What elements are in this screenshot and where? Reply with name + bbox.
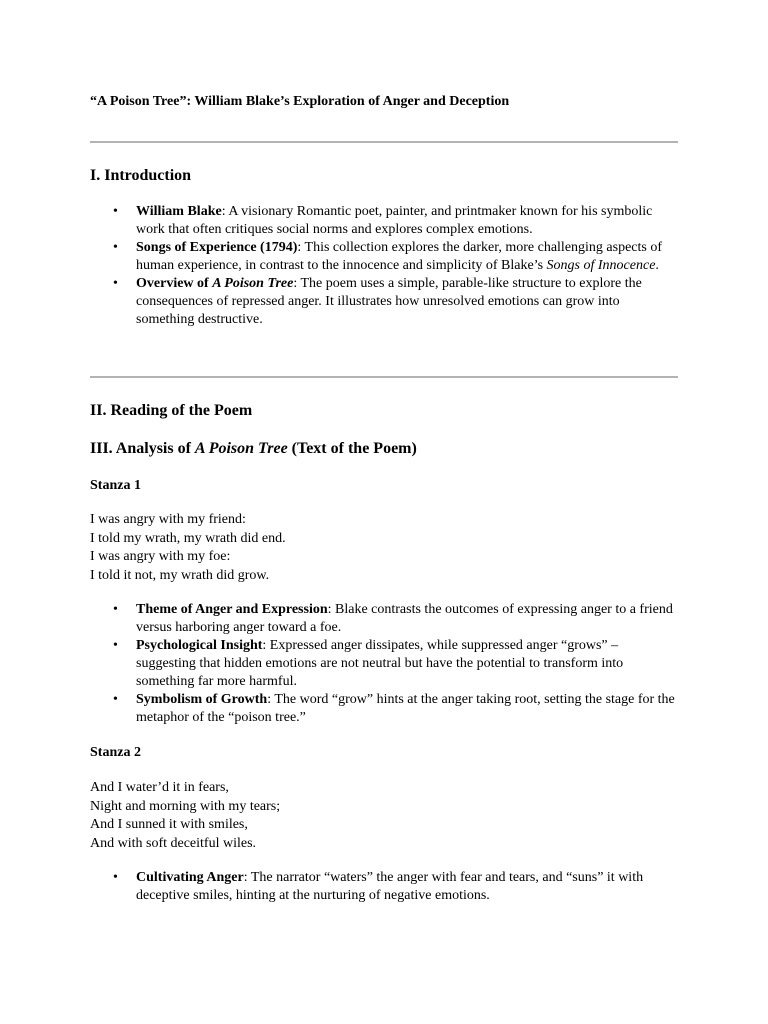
- poem-line: And with soft deceitful wiles.: [90, 835, 257, 851]
- section-heading-reading: II. Reading of the Poem: [90, 402, 253, 419]
- list-item-text: : This collection explores the darker, more challenging aspects of human experience, in contrast to the innocence and simplicity of Blake’s: [136, 240, 663, 273]
- list-item-term: Theme of Anger and Expression: [136, 602, 328, 617]
- introduction-list: [90, 203, 678, 329]
- poem-line: I was angry with my friend:: [90, 512, 246, 527]
- list-item-text: : A visionary Romantic poet, painter, and printmaker known for his symbolic work that often critiques social norms and explores complex emotions.: [136, 204, 653, 237]
- poem-line: I told it not, my wrath did grow.: [90, 567, 270, 583]
- section-heading-introduction: I. Introduction: [90, 167, 192, 184]
- document-title: “A Poison Tree”: William Blake’s Exploration of Anger and Deception: [90, 94, 510, 109]
- list-item-text: : The poem uses a simple, parable-like structure to explore the consequences of repressed anger. It illustrates how unresolved emotions can grow into something destructive.: [136, 276, 642, 327]
- poem-line: Night and morning with my tears;: [90, 798, 281, 814]
- list-item-text: : The narrator “waters” the anger with fear and tears, and “suns” it with deceptive smiles, hinting at the nurturing of negative emotions.: [136, 870, 644, 903]
- list-item: [90, 275, 678, 329]
- list-item-term-italic: A Poison Tree: [212, 276, 294, 291]
- list-item-tail: .: [655, 258, 659, 273]
- list-item-term: Songs of Experience (1794): [136, 240, 298, 255]
- list-item-text: : Blake contrasts the outcomes of expressing anger to a friend versus harboring anger toward a foe.: [136, 602, 673, 635]
- list-item: [90, 601, 678, 637]
- stanza-2-label: Stanza 2: [90, 745, 141, 760]
- list-item: [90, 691, 678, 727]
- poem-line: I told my wrath, my wrath did end.: [90, 530, 286, 546]
- horizontal-rule: [90, 376, 678, 378]
- analysis-heading-prefix: III. Analysis of: [90, 440, 195, 457]
- section-heading-analysis: [90, 439, 417, 459]
- list-item-term: Psychological Insight: [136, 638, 263, 653]
- list-item-term: [136, 276, 293, 291]
- stanza-2-poem: [90, 779, 280, 853]
- stanza-1-label: Stanza 1: [90, 478, 141, 493]
- list-item-term: William Blake: [136, 204, 222, 219]
- analysis-heading-suffix: (Text of the Poem): [287, 440, 417, 457]
- list-item-text: : Expressed anger dissipates, while suppressed anger “grows” – suggesting that hidden emotions are not neutral but have the potential to transform into something far more harmful.: [136, 638, 624, 689]
- list-item-term: Symbolism of Growth: [136, 692, 268, 707]
- stanza-1-poem: [90, 511, 286, 585]
- list-item: [90, 637, 678, 691]
- poem-line: And I water’d it in fears,: [90, 780, 229, 795]
- poem-line: I was angry with my foe:: [90, 549, 231, 564]
- stanza-2-analysis-list: [90, 869, 678, 905]
- list-item: [90, 239, 678, 275]
- analysis-heading-italic: A Poison Tree: [194, 440, 288, 457]
- list-item-text: : The word “grow” hints at the anger taking root, setting the stage for the metaphor of the “poison tree.”: [136, 692, 675, 725]
- stanza-1-analysis-list: [90, 601, 678, 727]
- poem-line: And I sunned it with smiles,: [90, 817, 248, 832]
- list-item-italic: Songs of Innocence: [546, 258, 656, 273]
- list-item-term: Cultivating Anger: [136, 870, 244, 885]
- horizontal-rule: [90, 141, 678, 143]
- list-item: [90, 203, 678, 239]
- list-item-term-prefix: Overview of: [136, 276, 213, 291]
- list-item: [90, 869, 678, 905]
